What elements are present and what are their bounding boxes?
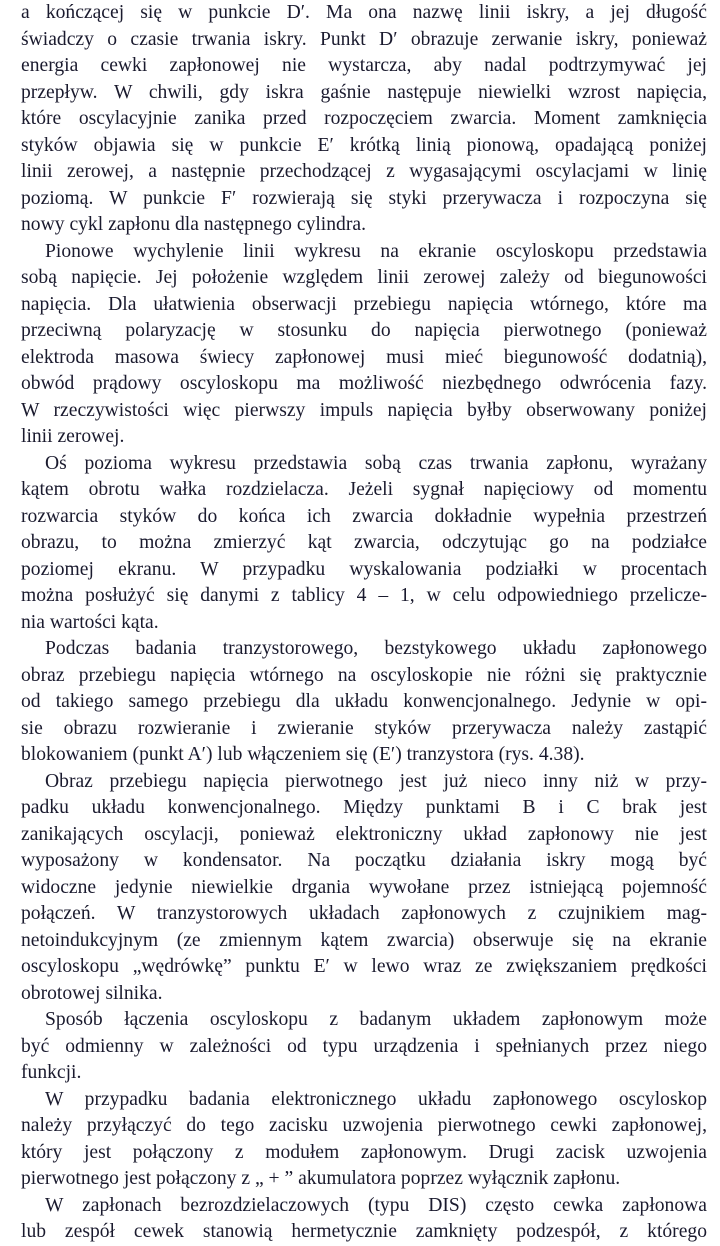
text-line: Obraz przebiegu napięcia pierwotnego jest już nieco inny niż w przy- [45,770,707,792]
text-line: który jest połączony z modułem zapłonowym. Drugi zacisk uzwojenia [21,1141,707,1163]
text-line: poziomą. W punkcie F′ rozwierają się styki przerywacza i rozpoczyna się [21,187,707,209]
paragraph [21,1087,707,1193]
text-line: widoczne jedynie niewielkie drgania wywołane przez istniejącą pojemność [21,876,707,898]
text-line: oscyloskopu „wędrówkę” punktu E′ w lewo wraz ze zwiększaniem prędkości [21,956,707,977]
text-line: można posłużyć się danymi z tablicy 4 – 1, w celu odpowiedniego przelicze- [21,585,707,606]
text-line: kątem obrotu wałka rozdzielacza. Jeżeli sygnał napięciowy od momentu [21,479,707,500]
text-line: W zapłonach bezrozdzielaczowych (typu DIS) często cewka zapłonowa [45,1194,707,1216]
text-line: należy przyłączyć do tego zacisku uzwojenia pierwotnego cewki zapłonowej, [21,1115,707,1136]
text-line: obwód prądowy oscyloskopu ma możliwość niezbędnego odwrócenia fazy. [21,373,707,394]
text-line: blokowaniem (punkt A′) lub włączeniem się (E′) tranzystora (rys. 4.38). [21,744,585,765]
text-line: linii zerowej. [21,426,125,447]
text-line: a kończącej się w punkcie D′. Ma ona nazwę linii iskry, a jej długość [21,2,707,23]
paragraph [21,769,707,1008]
text-line: energia cewki zapłonowej nie wystarcza, aby nadal podtrzymywać jej [21,55,707,76]
text-line: lub zespół cewek stanowią hermetycznie zamknięty podzespół, z którego [21,1221,707,1242]
text-line: sie obrazu rozwieranie i zwieranie styków przerywacza należy zastąpić [21,717,707,739]
text-line: obraz przebiegu napięcia wtórnego na oscyloskopie nie różni się praktycznie [21,664,707,686]
paragraph [21,451,707,637]
paragraph [21,1193,707,1246]
text-line: sobą napięcie. Jej położenie względem linii zerowej zależy od biegunowości [21,267,707,288]
text-line: funkcji. [21,1062,82,1083]
text-line: wyposażony w kondensator. Na początku działania iskry mogą być [21,850,707,871]
text-line: które oscylacyjnie zanika przed rozpoczęciem zwarcia. Moment zamknięcia [21,108,707,129]
text-line: pierwotnego jest połączony z „ + ” akumulatora poprzez wyłącznik zapłonu. [21,1168,621,1189]
text-line: linii zerowej, a następnie przechodzącej z wygasającymi oscylacjami w linię [21,161,707,182]
text-line: W przypadku badania elektronicznego układu zapłonowego oscyloskop [45,1088,707,1110]
text-line: obrazu, to można zmierzyć kąt zwarcia, odczytując go na podziałce [21,532,707,553]
text-line: Podczas badania tranzystorowego, bezstykowego układu zapłonowego [45,638,707,659]
paragraph [21,1007,707,1087]
text-line: połączeń. W tranzystorowych układach zapłonowych z czujnikiem mag- [21,903,707,924]
text-line: Pionowe wychylenie linii wykresu na ekranie oscyloskopu przedstawia [45,240,707,262]
text-line: styków objawia się w punkcie E′ krótką linią pionową, opadającą poniżej [21,134,707,156]
paragraph [21,636,707,769]
text-line: Oś pozioma wykresu przedstawia sobą czas trwania zapłonu, wyrażany [45,452,707,474]
text-line: poziomej ekranu. W przypadku wyskalowania podziałki w procentach [21,558,707,580]
text-line: Sposób łączenia oscyloskopu z badanym układem zapłonowym może [45,1009,707,1030]
text-line: nia wartości kąta. [21,611,159,633]
document-page [21,0,707,1246]
text-line: być odmienny w zależności od typu urządzenia i spełnianych przez niego [21,1035,707,1057]
text-line: rozwarcia styków do końca ich zwarcia dokładnie wypełnia przestrzeń [21,505,707,527]
text-line: obrotowej silnika. [21,982,163,1004]
text-line: zanikających oscylacji, ponieważ elektroniczny układ zapłonowy nie jest [21,823,707,845]
paragraph [21,0,707,239]
paragraph [21,239,707,451]
text-line: W rzeczywistości więc pierwszy impuls napięcia byłby obserwowany poniżej [21,399,707,421]
text-line: napięcia. Dla ułatwienia obserwacji przebiegu napięcia wtórnego, które ma [21,293,707,315]
text-line: nowy cykl zapłonu dla następnego cylindra. [21,214,366,235]
text-line: elektroda masowa świecy zapłonowej musi mieć biegunowość dodatnią), [21,346,707,368]
text-line: padku układu konwencjonalnego. Między punktami B i C brak jest [21,797,707,818]
text-line: od takiego samego przebiegu dla układu konwencjonalnego. Jedynie w opi- [21,691,707,712]
text-line: świadczy o czasie trwania iskry. Punkt D′ obrazuje zerwanie iskry, ponieważ [21,28,707,50]
text-line: netoindukcyjnym (ze zmiennym kątem zwarcia) obserwuje się na ekranie [21,929,707,951]
text-line: przeciwną polaryzację w stosunku do napięcia pierwotnego (ponieważ [21,320,707,341]
text-line: przepływ. W chwili, gdy iskra gaśnie następuje niewielki wzrost napięcia, [21,81,707,103]
